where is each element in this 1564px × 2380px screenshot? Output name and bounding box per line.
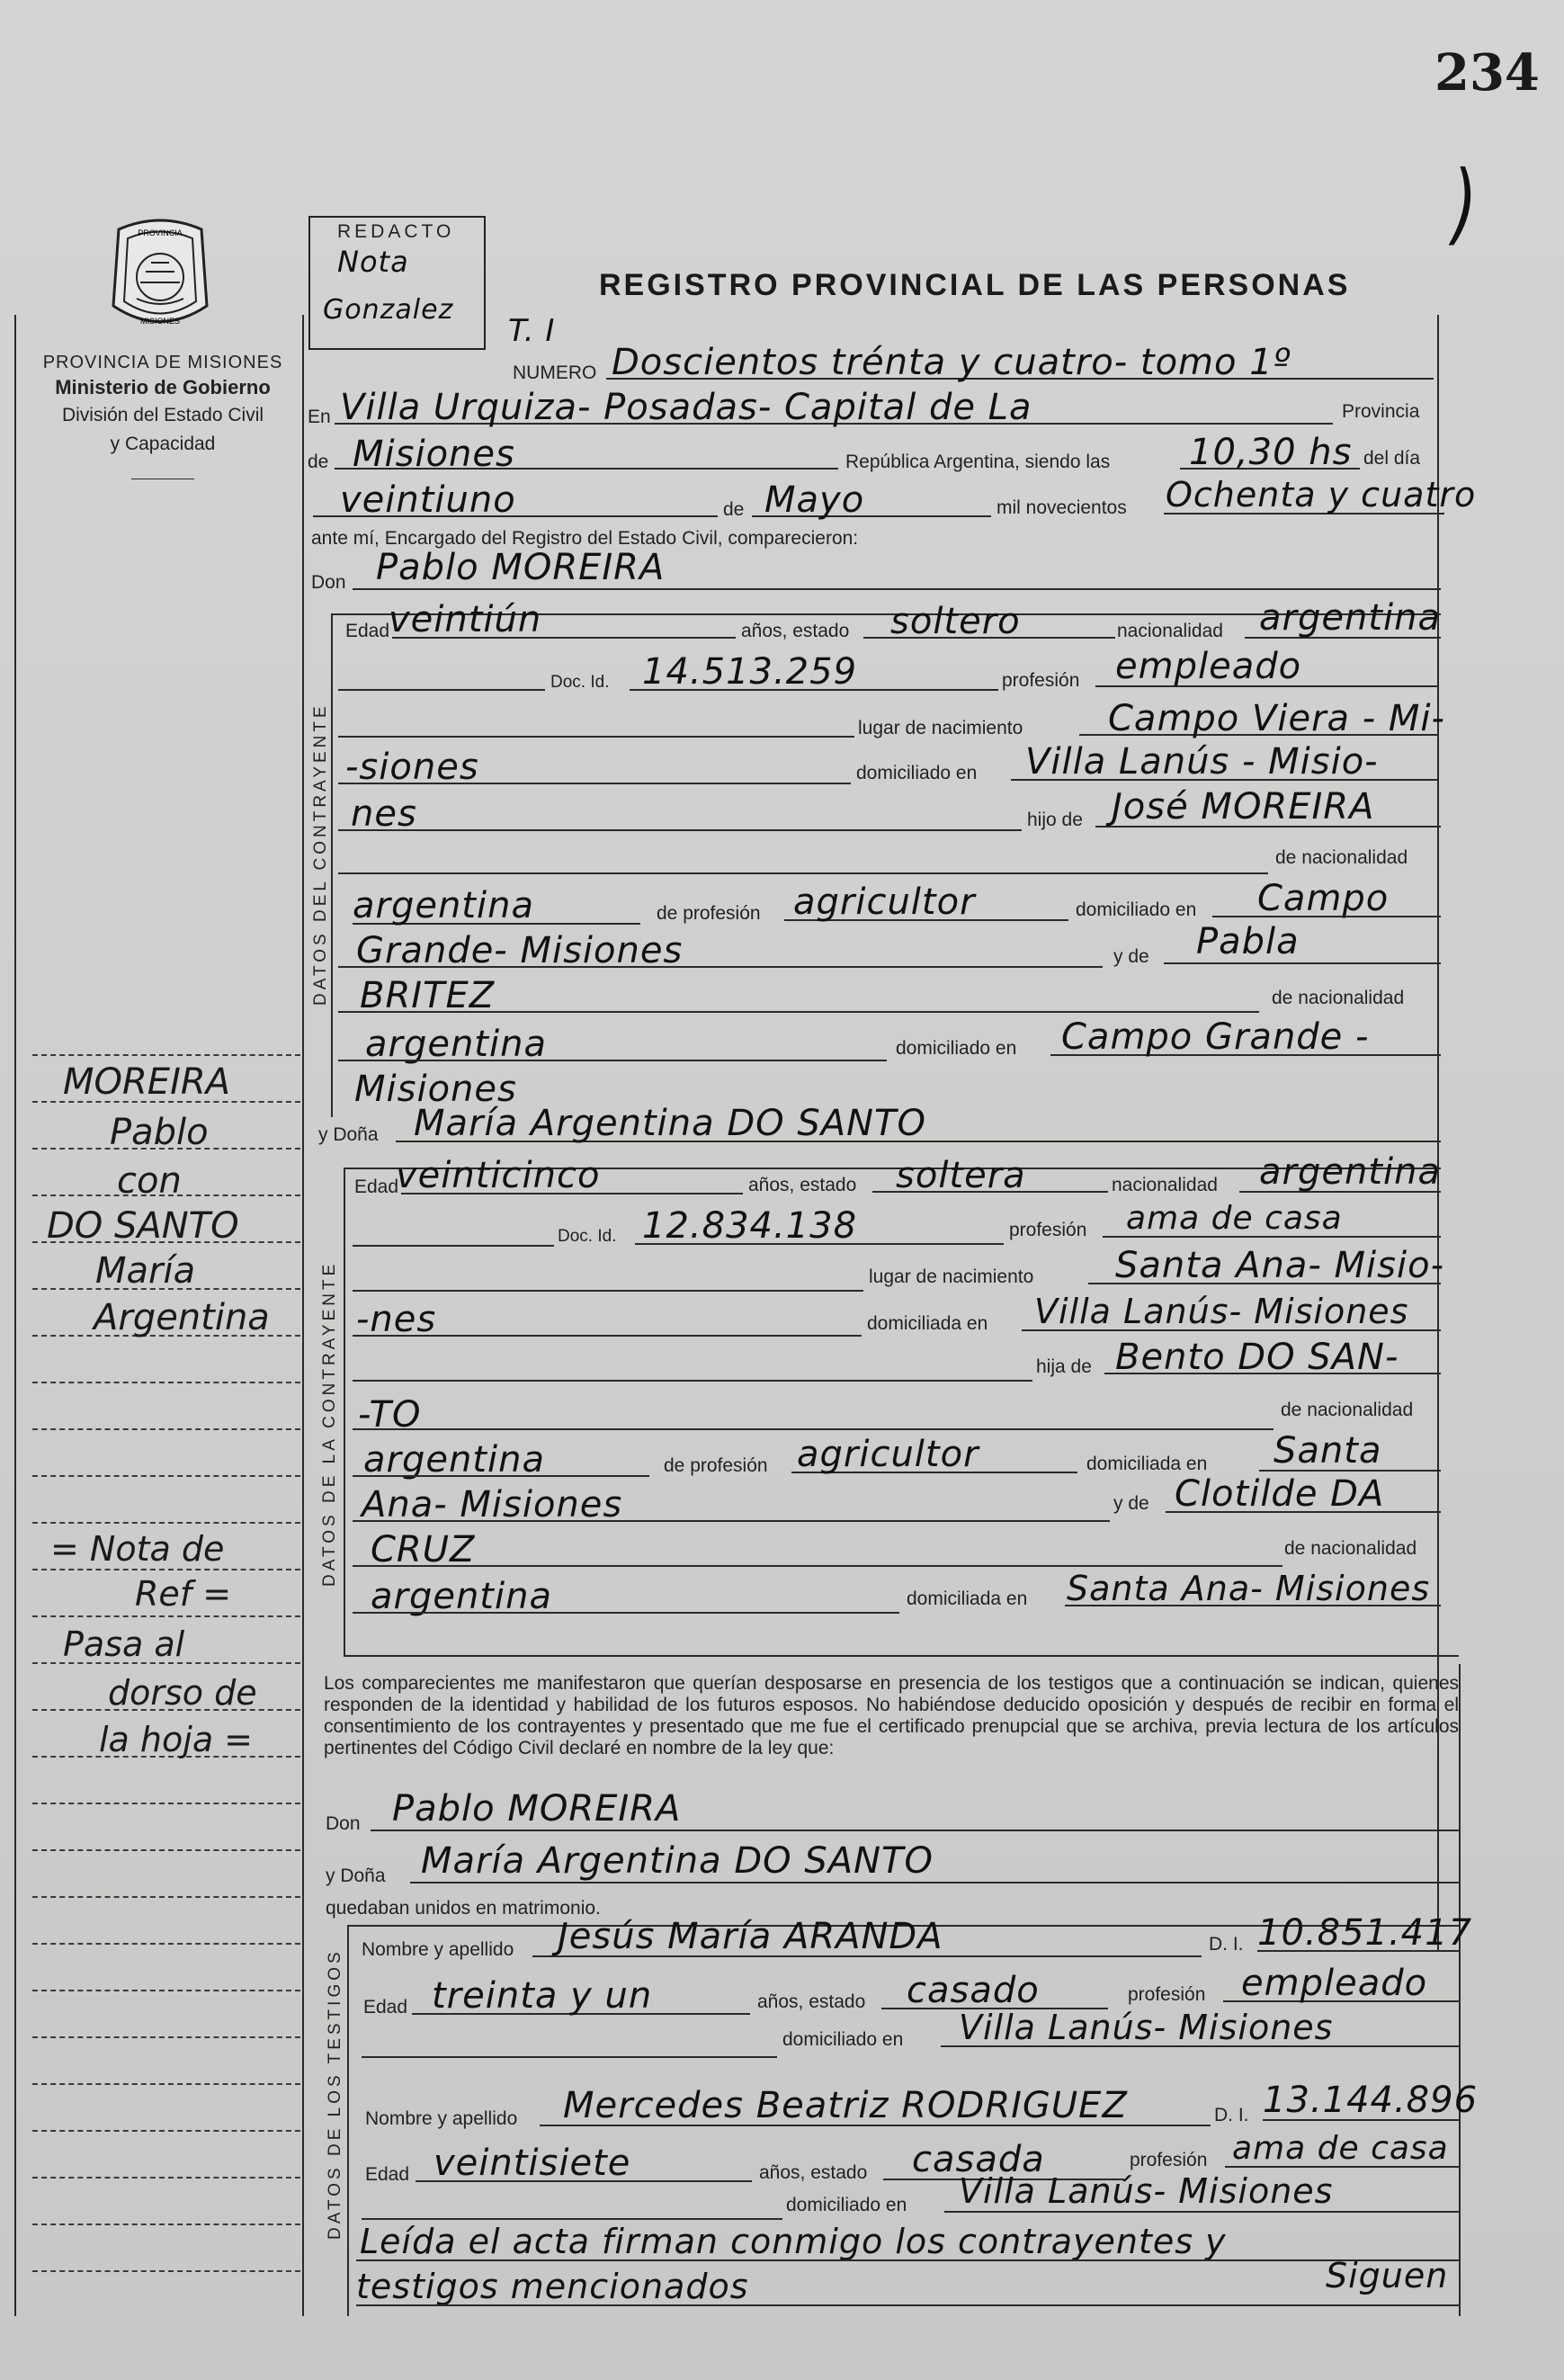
margin-ruled-line [32,1569,300,1570]
don-line [353,588,1441,590]
margin-name-1: MOREIRA [63,1061,231,1103]
f-madre-y-de-label: y de [1113,1493,1149,1514]
contrayenta-bottom-rule [344,1655,1459,1657]
t1-nombre-label: Nombre y apellido [362,1939,514,1960]
sidebar-province: PROVINCIA DE MISIONES [42,353,283,372]
contrayenta-section-label: DATOS DE LA CONTRAYENTE [320,1260,339,1587]
f-lugar-value-2: -nes [356,1299,437,1340]
redacto-line1: Nota [337,245,409,279]
numero-value: Doscientos trénta y cuatro- tomo 1º [612,342,1291,383]
t1-dom-pre-line [362,2056,777,2058]
union-dona-label: y Doña [326,1866,386,1886]
profesion-label: profesión [1002,670,1080,691]
t1-profesion: empleado [1241,1963,1428,2004]
f-madre-nacionalidad: argentina [371,1576,552,1617]
f-profesion-value: ama de casa [1126,1200,1343,1237]
f-madre-nac-line [353,1612,899,1614]
t1-nombre: Jesús María ARANDA [558,1916,943,1957]
lugar-label: lugar de nacimiento [858,718,1023,738]
numero-label: NUMERO [513,362,597,383]
t1-edad: treinta y un [432,1975,653,2017]
en-label: En [308,407,331,427]
madre-nac-label: de nacionalidad [1272,988,1405,1008]
provincia-label: Provincia [1342,401,1420,422]
t1-anios-label: años, estado [757,1991,866,2012]
t1-domicilio: Villa Lanús- Misiones [959,2008,1334,2047]
margin-nota-1: = Nota de [50,1529,225,1569]
sidebar-capacity: y Capacidad [110,434,216,454]
closing-line-2: testigos mencionados [356,2267,749,2306]
f-lugar-pre-line [353,1290,863,1292]
f-profesion-label: profesión [1009,1220,1087,1240]
margin-ruled-line [32,1990,300,1991]
union-quedaban: quedaban unidos en matrimonio. [326,1898,601,1919]
margin-ruled-line [32,2083,300,2085]
margin-name-5: María [95,1250,196,1292]
dia-value: veintiuno [340,479,516,521]
closing-line-2-rule [356,2304,1459,2306]
f-padre-domicilio-1: Santa [1274,1430,1382,1472]
union-don-label: Don [326,1813,361,1834]
t2-nombre: Mercedes Beatriz RODRIGUEZ [563,2085,1128,2126]
f-lugar-label: lugar de nacimiento [869,1266,1034,1287]
f-padre-nac-line [353,1475,649,1477]
union-don-line [371,1830,1459,1831]
t2-profesion: ama de casa [1232,2130,1449,2167]
lugar-value-1: Campo Viera - Mi- [1108,698,1445,739]
tomo-note: T. I [508,313,556,349]
don-nombre: Pablo MOREIRA [376,547,666,588]
margin-ruled-line [32,1615,300,1617]
madre-nombre-1: Pabla [1196,921,1300,962]
f-madre-nombre-1: Clotilde DA [1175,1473,1385,1515]
padre-cont-line [338,872,1268,874]
f-nacionalidad-value: argentina [1259,1151,1441,1193]
redacto-label: REDACTO [337,221,455,242]
doc-label: Doc. Id. [550,673,610,692]
margin-name-3: con [117,1160,182,1202]
madre2-line [338,1011,1259,1013]
don-label: Don [311,572,346,593]
de-mes-label: de [723,499,745,520]
f-padre-dom2-line [353,1520,1110,1522]
madre-nacionalidad: argentina [365,1024,547,1065]
dom2-line [338,829,1022,831]
margin-ruled-line [32,2130,300,2132]
nacionalidad-value: argentina [1259,597,1441,639]
document-title: REGISTRO PROVINCIAL DE LAS PERSONAS [599,268,1351,302]
margin-name-2: Pablo [110,1112,209,1153]
margin-ruled-line [32,2177,300,2179]
closing-line-1-rule [356,2259,1459,2261]
padre-nacionalidad: argentina [353,885,534,926]
madre-dom-label: domiciliado en [896,1038,1017,1059]
padre-prof-label: de profesión [657,903,761,924]
margin-name-6: Argentina [94,1297,270,1338]
del-dia-label: del día [1363,448,1421,469]
edad-label: Edad [345,621,390,641]
seal-top-text: PROVINCIA [138,228,183,237]
padre-nac-label: de nacionalidad [1275,847,1408,868]
margin-ruled-line [32,1849,300,1851]
margin-ruled-line [32,1382,300,1383]
seal-bottom-text: MISIONES [139,317,181,326]
profesion-value: empleado [1115,646,1302,687]
t2-anios-label: años, estado [759,2162,868,2183]
f-madre-domicilio: Santa Ana- Misiones [1067,1569,1431,1608]
madre-domicilio-1: Campo Grande - [1061,1016,1370,1058]
f-edad-label: Edad [354,1177,399,1197]
f-padre-nacionalidad: argentina [363,1439,545,1481]
t2-nombre-label: Nombre y apellido [365,2108,518,2129]
t1-doc-label: D. I. [1209,1934,1244,1955]
margin-ruled-line [32,2270,300,2272]
nacionalidad-label: nacionalidad [1117,621,1223,641]
hora-value: 10,30 hs [1189,432,1353,473]
union-don-nombre: Pablo MOREIRA [392,1788,682,1830]
t1-estado: casado [907,1970,1040,2011]
t1-dom-label: domiciliado en [782,2029,904,2050]
left-rule [14,315,16,2316]
edad-value: veintiún [389,599,542,640]
padre-domicilio-1: Campo [1257,878,1390,919]
f-padre-prof-label: de profesión [664,1455,768,1476]
f-nacionalidad-label: nacionalidad [1112,1175,1218,1195]
right-rule-lower [1459,1664,1461,2316]
union-dona-line [410,1882,1459,1883]
madre-line [1164,962,1441,964]
margin-nota-2: Ref = [135,1574,232,1614]
sidebar-ministry: Ministerio de Gobierno [55,376,271,398]
madre-domicilio-2: Misiones [354,1069,517,1110]
redacto-box [308,216,486,350]
testigos-left-rule [347,1925,349,2316]
domicilio-value-1: Villa Lanús - Misio- [1025,741,1379,783]
f-padre2-line [353,1428,1274,1430]
republica-label: República Argentina, siendo las [845,452,1111,472]
madre-y-de-label: y de [1113,946,1149,967]
closing-line-1: Leída el acta firman conmigo los contrayentes y [360,2222,1227,2261]
padre-dom-label: domiciliado en [1076,899,1197,920]
mil-label: mil novecientos [996,497,1127,518]
f-domicilio-label: domiciliada en [867,1313,988,1334]
t1-doc: 10.851.417 [1257,1912,1473,1954]
padre-profesion: agricultor [793,881,976,923]
anio-value: Ochenta y cuatro [1166,475,1477,514]
doc-pre-line [338,689,545,691]
margin-ruled-line [32,2036,300,2038]
margin-ruled-line [32,1428,300,1430]
f-anios-label: años, estado [748,1175,857,1195]
dona-nombre: María Argentina DO SANTO [414,1103,926,1144]
f-hija-pre-line [353,1380,1032,1382]
f-padre-nombre-2: -TO [358,1394,422,1436]
sidebar-division: División del Estado Civil [61,405,264,425]
f-padre-profesion: agricultor [797,1434,979,1475]
margin-mark: ) [1452,151,1479,255]
mes-value: Mayo [764,479,865,521]
margin-ruled-line [32,1475,300,1477]
margin-name-4: DO SANTO [47,1205,239,1247]
padre-nombre: José MOREIRA [1112,786,1375,828]
testigos-section-label: DATOS DE LOS TESTIGOS [326,1948,344,2240]
t2-doc-label: D. I. [1214,2105,1249,2125]
f-padre-nac-label: de nacionalidad [1281,1400,1414,1420]
margin-nota-4: dorso de [108,1673,257,1713]
lugar-pre-line [338,736,854,738]
t2-domicilio: Villa Lanús- Misiones [959,2171,1334,2211]
t2-dom-line [944,2211,1459,2213]
margin-nota-5: la hoja = [99,1720,254,1759]
declaration-text: Los comparecientes me manifestaron que querían desposarse en presencia de los testigos que a continuación se indican, quienes responden de la identidad y habilidad de los futuros esposos. No habiéndose deducido oposición y después de recibir en forma el consentimiento de los contrayentes y presentado que me fue el certificado prenupcial que se archiva, previa lectura de los artículos pertinentes del Código Civil declaré en nombre de la ley que: [324,1673,1459,1758]
lugar2-line [338,783,851,784]
lugar-value-2: -siones [345,747,479,788]
margin-ruled-line [32,1054,300,1056]
domicilio-label: domiciliado en [856,763,978,783]
domicilio-value-2: nes [351,793,417,835]
f-doc-value: 12.834.138 [642,1205,858,1247]
t2-dom-label: domiciliado en [786,2195,907,2215]
madre-nac-line [338,1060,887,1061]
union-dona-nombre: María Argentina DO SANTO [421,1840,934,1882]
madre-nombre-2: BRITEZ [360,975,496,1016]
provincial-seal [101,216,219,342]
t1-edad-label: Edad [363,1997,408,2018]
sidebar-rule [302,315,304,2316]
f-madre-dom-label: domiciliada en [907,1588,1028,1609]
f-estado-value: soltera [896,1155,1026,1196]
t2-estado: casada [912,2139,1045,2180]
anios-estado-label: años, estado [741,621,850,641]
f-edad-value: veinticinco [396,1155,601,1196]
margin-ruled-line [32,1803,300,1804]
padre-domicilio-2: Grande- Misiones [356,930,684,971]
ante-mi-text: ante mí, Encargado del Registro del Estado Civil, comparecieron: [311,528,859,549]
de-value: Misiones [353,434,515,475]
f-doc-label: Doc. Id. [558,1227,617,1246]
f-padre-nombre-1: Bento DO SAN- [1115,1337,1399,1378]
t2-dom-pre-line [362,2218,782,2220]
f-hija-label: hija de [1036,1356,1092,1377]
t2-prof-label: profesión [1130,2150,1208,2170]
de-label: de [308,452,329,472]
t2-doc: 13.144.896 [1263,2080,1479,2121]
t1-prof-label: profesión [1128,1984,1206,2005]
estado-value: soltero [890,601,1021,642]
dona-label: y Doña [318,1124,379,1145]
redacto-line2: Gonzalez [323,294,454,326]
t2-edad-label: Edad [365,2164,410,2185]
f-padre-dom-label: domiciliada en [1086,1454,1208,1474]
f-lugar-value-1: Santa Ana- Misio- [1115,1245,1445,1286]
f-doc-pre-line [353,1245,554,1247]
padre-dom2-line [338,966,1103,968]
contrayenta-left-rule [344,1168,345,1655]
margin-ruled-line [32,1896,300,1898]
f-madre-nac-label: de nacionalidad [1284,1538,1417,1559]
contrayente-section-label: DATOS DEL CONTRAYENTE [311,702,330,1006]
hijo-label: hijo de [1027,810,1083,830]
f-domicilio-value: Villa Lanús- Misiones [1034,1292,1409,1331]
f-padre-domicilio-2: Ana- Misiones [362,1484,623,1526]
margin-ruled-line [32,2223,300,2225]
doc-value: 14.513.259 [642,651,858,693]
page-number: 234 [1434,43,1540,103]
closing-siguen: Siguen [1326,2256,1449,2295]
margin-nota-3: Pasa al [63,1624,185,1664]
contrayente-left-rule [331,613,333,1117]
en-value: Villa Urquiza- Posadas- Capital de La [340,387,1032,428]
f-lugar2-line [353,1335,862,1337]
margin-ruled-line [32,1522,300,1524]
margin-ruled-line [32,1943,300,1945]
f-madre-nombre-2: CRUZ [371,1529,476,1570]
t2-edad: veintisiete [433,2143,631,2184]
f-madre2-line [353,1565,1282,1567]
